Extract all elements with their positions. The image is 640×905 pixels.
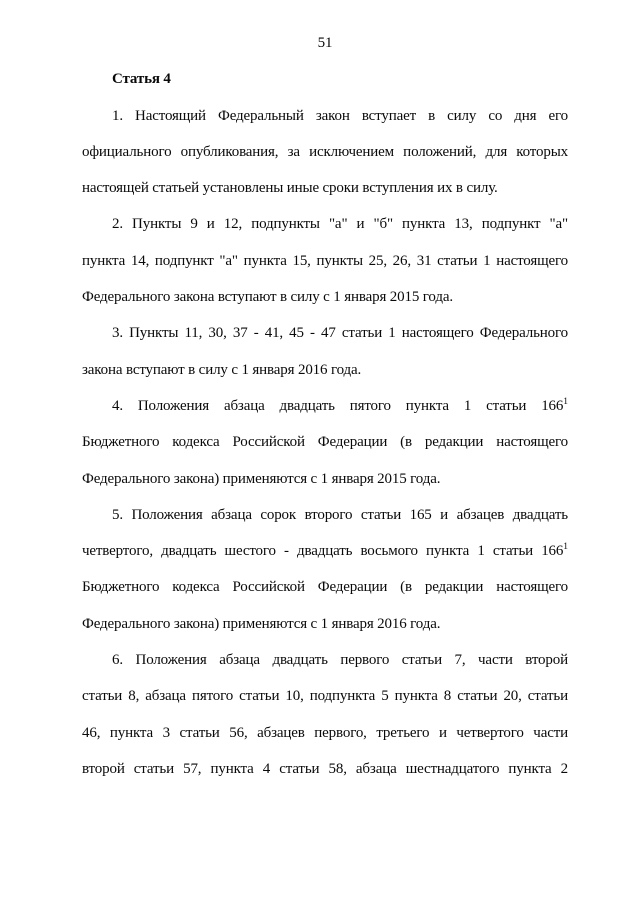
text-line: 2. Пункты 9 и 12, подпункты "а" и "б" пункта 13, подпункт "а" (112, 216, 568, 233)
text-line: 1. Настоящий Федеральный закон вступает в силу со дня его (112, 107, 568, 124)
text-line: четвертого, двадцать шестого - двадцать восьмого пункта 1 статьи $166^1$ (82, 542, 568, 560)
text-block (82, 25, 568, 787)
text-line: 4. Положения абзаца двадцать пятого пункта 1 статьи $166^1$ (112, 396, 568, 414)
text-line: Федерального закона) применяются с 1 января 2016 года. (82, 615, 441, 632)
text-line: Бюджетного кодекса Российской Федерации (в редакции настоящего (82, 434, 568, 451)
article-heading: Статья 4 (112, 71, 171, 88)
superscript-index: 1 (563, 396, 568, 407)
superscript-index: 1 (563, 542, 568, 553)
text-line: 6. Положения абзаца двадцать первого статьи 7, части второй (112, 652, 568, 669)
text-line: Федерального закона вступают в силу с 1 января 2015 года. (82, 289, 453, 306)
text-line: 3. Пункты 11, 30, 37 - 41, 45 - 47 статьи 1 настоящего Федерального (112, 325, 568, 342)
text-line: 5. Положения абзаца сорок второго статьи 165 и абзацев двадцать (112, 506, 568, 523)
page-number: 51 (317, 35, 333, 51)
text-line: пункта 14, подпункт "а" пункта 15, пункты 25, 26, 31 статьи 1 настоящего (82, 252, 568, 269)
text-line: Бюджетного кодекса Российской Федерации (в редакции настоящего (82, 579, 568, 596)
text-line: 46, пункта 3 статьи 56, абзацев первого, третьего и четвертого части (82, 724, 568, 741)
text-line: закона вступают в силу с 1 января 2016 года. (82, 361, 362, 378)
text-line: официального опубликования, за исключением положений, для которых (82, 143, 568, 160)
text-line: Федерального закона) применяются с 1 января 2015 года. (82, 470, 441, 487)
text-line: второй статьи 57, пункта 4 статьи 58, абзаца шестнадцатого пункта 2 (82, 760, 568, 777)
paragraphs-container (82, 98, 568, 788)
text-line: настоящей статьей установлены иные сроки вступления их в силу. (82, 180, 498, 197)
text-line: статьи 8, абзаца пятого статьи 10, подпункта 5 пункта 8 статьи 20, статьи (82, 688, 568, 705)
